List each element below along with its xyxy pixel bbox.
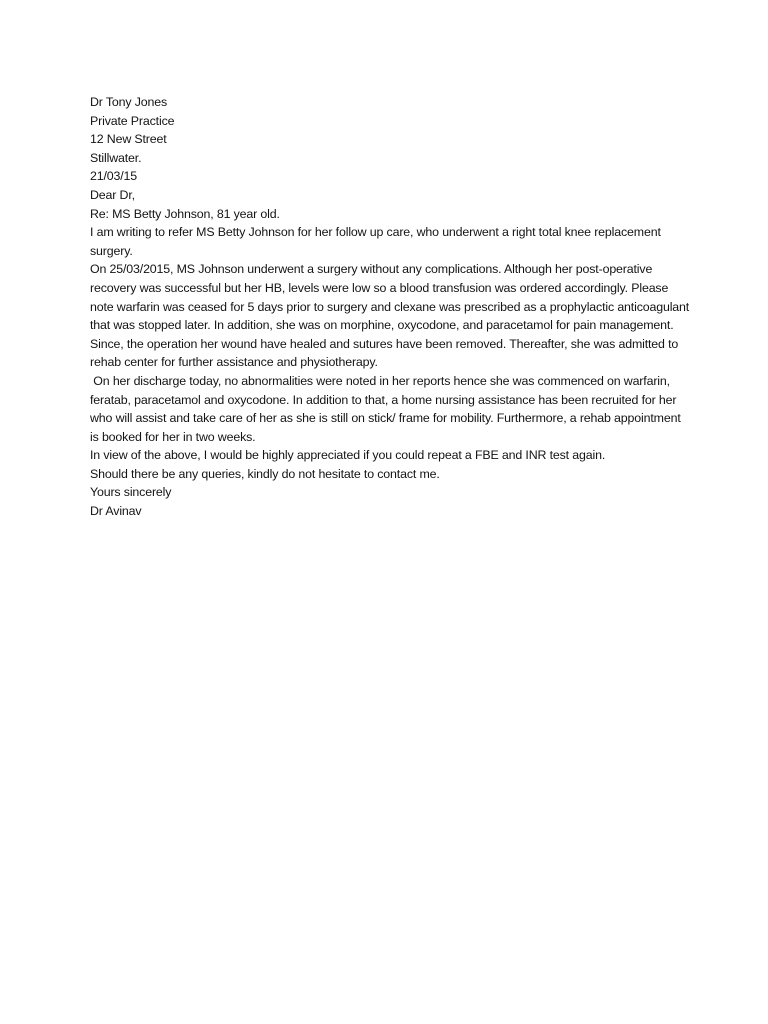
subject-line: Re: MS Betty Johnson, 81 year old.: [90, 206, 280, 221]
closing: Yours sincerely: [90, 485, 172, 500]
paragraph-surgery-details: On 25/03/2015, MS Johnson underwent a surgery without any complications. Although her post-operative recovery was successful but her HB, levels were low so a blood transfusion was ordered accordingly. Please note warfarin was ceased for 5 days prior to surgery and clexane was prescribed as a prophylactic anticoagulant that was stopped later. In addition, she was on morphine, oxycodone, and paracetamol for pain management. Since, the operation her wound have healed and sutures have been removed. Thereafter, she was admitted to rehab center for further assistance and physiotherapy.: [90, 262, 690, 370]
recipient-name: Dr Tony Jones: [90, 95, 168, 109]
signature: Dr Avinav: [90, 504, 142, 519]
salutation: Dear Dr,: [90, 187, 135, 202]
paragraph-contact: Should there be any queries, kindly do not hesitate to contact me.: [90, 466, 440, 481]
recipient-address: [90, 93, 690, 167]
paragraph-request: In view of the above, I would be highly appreciated if you could repeat a FBE and INR test again.: [90, 448, 606, 463]
paragraph-discharge: On her discharge today, no abnormalities were noted in her reports hence she was commenced on warfarin, feratab, paracetamol and oxycodone. In addition to that, a home nursing assistance has been recruited for her who will assist and take care of her as she is still on stick/ frame for mobility. Furthermore, a rehab appointment is booked for her in two weeks.: [90, 373, 684, 444]
paragraph-referral: I am writing to refer MS Betty Johnson for her follow up care, who underwent a right total knee replacement surgery.: [90, 225, 661, 258]
letter-body: [90, 93, 690, 521]
recipient-practice: Private Practice: [90, 113, 175, 128]
recipient-street: 12 New Street: [90, 132, 167, 147]
letter-date: 21/03/15: [90, 169, 138, 184]
recipient-city: Stillwater.: [90, 150, 142, 165]
